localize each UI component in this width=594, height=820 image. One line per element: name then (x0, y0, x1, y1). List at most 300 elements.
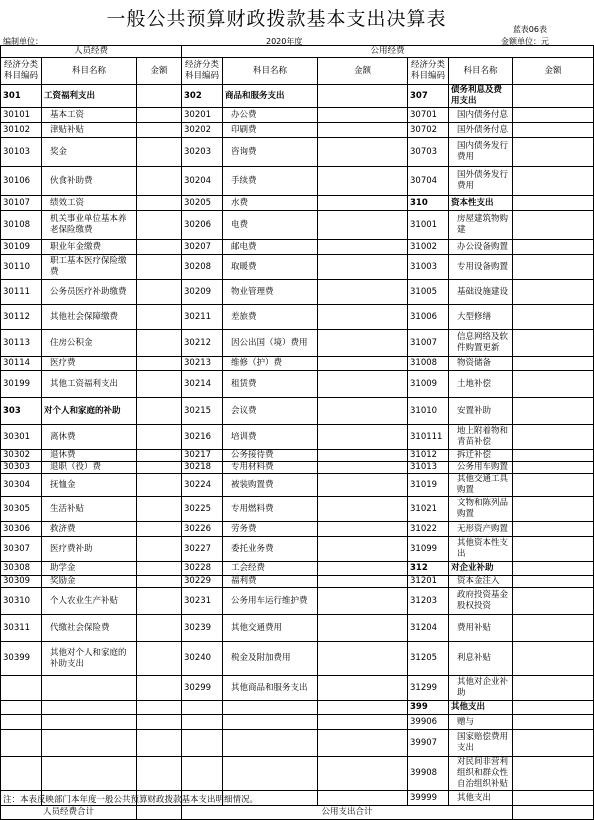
table-row (1, 280, 594, 305)
cell-name (42, 701, 137, 715)
cell-name (42, 676, 137, 701)
col-name: 科目名称 (223, 58, 318, 85)
cell-name: 债务利息及费用支出 (449, 85, 513, 108)
cell-name: 劳务费 (223, 522, 318, 537)
cell-name: 取暖费 (223, 255, 318, 280)
cell-name (223, 701, 318, 715)
cell-code: 30213 (182, 357, 223, 371)
cell-code: 301 (1, 85, 42, 108)
cell-amount (513, 425, 594, 450)
col-name: 科目名称 (42, 58, 137, 85)
form-number: 蓝表06表 (512, 25, 547, 34)
cell-code: 30113 (1, 330, 42, 357)
cell-name: 伙食补助费 (42, 167, 137, 196)
cell-amount (137, 757, 182, 791)
personnel-total-amount (137, 806, 182, 820)
cell-name: 公务接待费 (223, 450, 318, 462)
table-row (1, 730, 594, 757)
cell-name: 公务用车运行维护费 (223, 588, 318, 615)
table-row (1, 330, 594, 357)
cell-code: 31099 (408, 537, 449, 562)
cell-name: 基础设施建设 (449, 280, 513, 305)
cell-code: 30303 (1, 462, 42, 474)
cell-name: 机关事业单位基本养老保险缴费 (42, 211, 137, 240)
col-amount: 金额 (137, 58, 182, 85)
cell-code: 31008 (408, 357, 449, 371)
cell-code: 30311 (1, 615, 42, 642)
cell-code: 30302 (1, 450, 42, 462)
cell-code (182, 701, 223, 715)
cell-amount (513, 497, 594, 522)
cell-code: 30109 (1, 240, 42, 255)
cell-name: 差旅费 (223, 305, 318, 330)
cell-name: 利息补贴 (449, 642, 513, 676)
cell-amount (513, 462, 594, 474)
cell-name: 手续费 (223, 167, 318, 196)
table-row (1, 85, 594, 108)
cell-code: 30307 (1, 537, 42, 562)
cell-amount (137, 701, 182, 715)
cell-amount (137, 196, 182, 211)
table-row (1, 371, 594, 398)
cell-name: 奖金 (42, 138, 137, 167)
cell-code: 30231 (182, 588, 223, 615)
cell-amount (318, 280, 408, 305)
cell-name: 基本工资 (42, 108, 137, 123)
cell-name: 工资福利支出 (42, 85, 137, 108)
cell-name: 医疗费 (42, 357, 137, 371)
cell-code: 30308 (1, 562, 42, 576)
table-row (1, 576, 594, 588)
cell-name: 被装购置费 (223, 474, 318, 497)
cell-code: 31002 (408, 240, 449, 255)
table-row (1, 398, 594, 425)
cell-code: 39908 (408, 757, 449, 791)
cell-amount (137, 371, 182, 398)
cell-name: 绩效工资 (42, 196, 137, 211)
col-name: 科目名称 (449, 58, 513, 85)
cell-code: 30209 (182, 280, 223, 305)
cell-name: 大型修缮 (449, 305, 513, 330)
cell-amount (513, 138, 594, 167)
expenditure-table (0, 45, 594, 820)
year-label: 2020年度 (266, 37, 303, 46)
cell-code: 30301 (1, 425, 42, 450)
cell-amount (513, 522, 594, 537)
table-row (1, 522, 594, 537)
cell-code: 30203 (182, 138, 223, 167)
cell-name: 信息网络及软件购置更新 (449, 330, 513, 357)
cell-amount (318, 255, 408, 280)
cell-amount (513, 537, 594, 562)
cell-name: 其他交通费用 (223, 615, 318, 642)
amount-unit-label: 金额单位：元 (501, 37, 549, 46)
cell-code: 31201 (408, 576, 449, 588)
cell-name: 房屋建筑物购建 (449, 211, 513, 240)
cell-amount (137, 167, 182, 196)
cell-name: 水费 (223, 196, 318, 211)
cell-amount (137, 398, 182, 425)
cell-name: 国内债务付息 (449, 108, 513, 123)
cell-code (1, 676, 42, 701)
section-public: 公用经费 (182, 46, 594, 58)
cell-code: 30299 (182, 676, 223, 701)
cell-name: 租赁费 (223, 371, 318, 398)
cell-code: 30227 (182, 537, 223, 562)
table-row (1, 167, 594, 196)
cell-name: 邮电费 (223, 240, 318, 255)
table-row (1, 450, 594, 462)
cell-amount (137, 537, 182, 562)
cell-amount (137, 522, 182, 537)
cell-amount (318, 537, 408, 562)
cell-name: 办公费 (223, 108, 318, 123)
cell-code: 30207 (182, 240, 223, 255)
section-header-row (1, 46, 594, 58)
cell-name: 福利费 (223, 576, 318, 588)
cell-amount (318, 357, 408, 371)
cell-name: 物业管理费 (223, 280, 318, 305)
cell-amount (137, 462, 182, 474)
cell-code: 30226 (182, 522, 223, 537)
table-row (1, 701, 594, 715)
cell-name: 物资储备 (449, 357, 513, 371)
cell-amount (137, 676, 182, 701)
cell-name: 其他商品和服务支出 (223, 676, 318, 701)
cell-code: 30240 (182, 642, 223, 676)
cell-amount (513, 85, 594, 108)
cell-name: 其他对个人和家庭的补助支出 (42, 642, 137, 676)
cell-code: 31007 (408, 330, 449, 357)
cell-name: 专用材料费 (223, 462, 318, 474)
cell-amount (513, 357, 594, 371)
cell-code: 30217 (182, 450, 223, 462)
table-row (1, 357, 594, 371)
cell-amount (137, 497, 182, 522)
cell-name: 对个人和家庭的补助 (42, 398, 137, 425)
cell-code: 30111 (1, 280, 42, 305)
cell-name: 其他资本性支出 (449, 537, 513, 562)
cell-code: 31204 (408, 615, 449, 642)
cell-name: 个人农业生产补贴 (42, 588, 137, 615)
cell-name: 工会经费 (223, 562, 318, 576)
cell-amount (137, 474, 182, 497)
cell-name: 其他支出 (449, 701, 513, 715)
cell-amount (513, 642, 594, 676)
cell-amount (318, 240, 408, 255)
cell-code: 30205 (182, 196, 223, 211)
table-row (1, 497, 594, 522)
column-header-row (1, 58, 594, 85)
cell-name: 国内债务发行费用 (449, 138, 513, 167)
cell-amount (137, 211, 182, 240)
cell-name: 资本性支出 (449, 196, 513, 211)
cell-amount (513, 588, 594, 615)
cell-name: 助学金 (42, 562, 137, 576)
table-row (1, 676, 594, 701)
cell-amount (137, 240, 182, 255)
table-row (1, 615, 594, 642)
table-row (1, 255, 594, 280)
cell-code (1, 715, 42, 730)
cell-amount (513, 280, 594, 305)
table-row (1, 757, 594, 791)
cell-code: 30224 (182, 474, 223, 497)
cell-code (1, 757, 42, 791)
cell-code: 30211 (182, 305, 223, 330)
cell-amount (137, 588, 182, 615)
cell-name: 地上附着物和青苗补偿 (449, 425, 513, 450)
cell-amount (318, 196, 408, 211)
cell-name: 其他对企业补助 (449, 676, 513, 701)
cell-amount (137, 730, 182, 757)
cell-code: 31019 (408, 474, 449, 497)
cell-amount (318, 588, 408, 615)
footnote: 注：本表反映部门本年度一般公共预算财政拨款基本支出明细情况。 (3, 795, 259, 805)
cell-name: 委托业务费 (223, 537, 318, 562)
cell-name: 其他工资福利支出 (42, 371, 137, 398)
cell-name: 对企业补助 (449, 562, 513, 576)
cell-name: 因公出国（境）费用 (223, 330, 318, 357)
cell-code: 30239 (182, 615, 223, 642)
cell-code: 30305 (1, 497, 42, 522)
cell-code: 303 (1, 398, 42, 425)
col-amount: 金额 (513, 58, 594, 85)
cell-code (182, 730, 223, 757)
cell-amount (318, 576, 408, 588)
table-row (1, 425, 594, 450)
cell-amount (318, 615, 408, 642)
cell-name (223, 730, 318, 757)
cell-code: 31003 (408, 255, 449, 280)
cell-name: 印刷费 (223, 123, 318, 138)
cell-code: 30114 (1, 357, 42, 371)
cell-amount (513, 701, 594, 715)
cell-amount (318, 450, 408, 462)
cell-code: 30704 (408, 167, 449, 196)
table-row (1, 537, 594, 562)
cell-amount (137, 450, 182, 462)
cell-name: 维修（护）费 (223, 357, 318, 371)
cell-amount (318, 562, 408, 576)
cell-amount (318, 167, 408, 196)
cell-amount (137, 330, 182, 357)
cell-code: 312 (408, 562, 449, 576)
cell-code: 30229 (182, 576, 223, 588)
cell-name: 其他支出 (449, 791, 513, 806)
cell-code: 31013 (408, 462, 449, 474)
cell-amount (513, 715, 594, 730)
cell-amount (513, 398, 594, 425)
cell-code: 30208 (182, 255, 223, 280)
table-row (1, 240, 594, 255)
col-code: 经济分类科目编码 (408, 58, 449, 85)
cell-name: 救济费 (42, 522, 137, 537)
cell-amount (513, 615, 594, 642)
cell-amount (513, 305, 594, 330)
cell-amount (513, 562, 594, 576)
cell-code (182, 757, 223, 791)
cell-name (42, 715, 137, 730)
cell-code: 30225 (182, 497, 223, 522)
cell-amount (318, 398, 408, 425)
cell-code: 30399 (1, 642, 42, 676)
cell-amount (318, 522, 408, 537)
totals-row (1, 806, 594, 820)
cell-code (1, 701, 42, 715)
cell-name: 奖励金 (42, 576, 137, 588)
cell-code: 30702 (408, 123, 449, 138)
table-row (1, 305, 594, 330)
cell-code: 31022 (408, 522, 449, 537)
section-personnel: 人员经费 (1, 46, 182, 58)
cell-name (42, 757, 137, 791)
table-row (1, 196, 594, 211)
cell-code: 39907 (408, 730, 449, 757)
cell-amount (318, 701, 408, 715)
cell-amount (137, 255, 182, 280)
cell-name: 拆迁补偿 (449, 450, 513, 462)
cell-name: 抚恤金 (42, 474, 137, 497)
cell-name: 公务员医疗补助缴费 (42, 280, 137, 305)
cell-amount (318, 108, 408, 123)
cell-name: 政府投资基金股权投资 (449, 588, 513, 615)
cell-name: 住房公积金 (42, 330, 137, 357)
cell-amount (513, 450, 594, 462)
personnel-total-label: 人员经费合计 (1, 806, 137, 820)
cell-amount (137, 123, 182, 138)
cell-name: 安置补助 (449, 398, 513, 425)
cell-amount (513, 330, 594, 357)
cell-amount (513, 123, 594, 138)
cell-name: 培训费 (223, 425, 318, 450)
cell-code: 30108 (1, 211, 42, 240)
cell-code: 30701 (408, 108, 449, 123)
cell-code: 31203 (408, 588, 449, 615)
cell-code: 30204 (182, 167, 223, 196)
cell-amount (318, 730, 408, 757)
cell-amount (513, 757, 594, 791)
cell-code: 30206 (182, 211, 223, 240)
table-row (1, 588, 594, 615)
cell-name: 商品和服务支出 (223, 85, 318, 108)
cell-amount (513, 730, 594, 757)
cell-amount (318, 474, 408, 497)
table-row (1, 211, 594, 240)
cell-code: 39999 (408, 791, 449, 806)
cell-code: 30102 (1, 123, 42, 138)
cell-name: 文物和陈列品购置 (449, 497, 513, 522)
cell-code (182, 715, 223, 730)
cell-amount (513, 576, 594, 588)
cell-amount (318, 462, 408, 474)
table-row (1, 715, 594, 730)
cell-name: 退休费 (42, 450, 137, 462)
cell-amount (318, 676, 408, 701)
cell-amount (137, 576, 182, 588)
cell-name: 无形资产购置 (449, 522, 513, 537)
cell-code: 31021 (408, 497, 449, 522)
cell-amount (513, 791, 594, 806)
public-total-amount (513, 806, 594, 820)
cell-code: 30304 (1, 474, 42, 497)
cell-amount (513, 676, 594, 701)
cell-amount (513, 371, 594, 398)
cell-name: 国家赔偿费用支出 (449, 730, 513, 757)
cell-code: 30215 (182, 398, 223, 425)
cell-code: 30310 (1, 588, 42, 615)
cell-amount (318, 138, 408, 167)
report-title: 一般公共预算财政拨款基本支出决算表 (106, 8, 447, 30)
cell-name: 税金及附加费用 (223, 642, 318, 676)
cell-amount (137, 715, 182, 730)
cell-name: 退职（役）费 (42, 462, 137, 474)
table-row (1, 562, 594, 576)
cell-code: 302 (182, 85, 223, 108)
cell-code: 30107 (1, 196, 42, 211)
cell-code: 30306 (1, 522, 42, 537)
cell-amount (137, 305, 182, 330)
cell-code: 39906 (408, 715, 449, 730)
cell-name: 对民间非营利组织和群众性自治组织补贴 (449, 757, 513, 791)
cell-amount (137, 425, 182, 450)
cell-code: 310 (408, 196, 449, 211)
cell-amount (318, 715, 408, 730)
cell-code: 310111 (408, 425, 449, 450)
cell-code: 30199 (1, 371, 42, 398)
cell-name: 国外债务发行费用 (449, 167, 513, 196)
cell-amount (318, 371, 408, 398)
cell-amount (137, 138, 182, 167)
cell-name: 职工基本医疗保险缴费 (42, 255, 137, 280)
cell-amount (513, 474, 594, 497)
cell-amount (513, 167, 594, 196)
cell-amount (137, 615, 182, 642)
cell-name: 会议费 (223, 398, 318, 425)
cell-amount (137, 108, 182, 123)
table-row (1, 474, 594, 497)
cell-name: 咨询费 (223, 138, 318, 167)
cell-code: 30309 (1, 576, 42, 588)
table-row (1, 642, 594, 676)
cell-name: 津贴补贴 (42, 123, 137, 138)
cell-name: 办公设备购置 (449, 240, 513, 255)
cell-amount (137, 562, 182, 576)
cell-name: 专用燃料费 (223, 497, 318, 522)
cell-name: 国外债务付息 (449, 123, 513, 138)
cell-amount (137, 642, 182, 676)
cell-amount (137, 357, 182, 371)
cell-code: 30112 (1, 305, 42, 330)
cell-name: 赠与 (449, 715, 513, 730)
unit-label: 编制单位： (3, 37, 43, 46)
cell-code: 30703 (408, 138, 449, 167)
cell-code: 30228 (182, 562, 223, 576)
cell-code: 31299 (408, 676, 449, 701)
col-amount: 金额 (318, 58, 408, 85)
cell-amount (513, 211, 594, 240)
cell-code: 30101 (1, 108, 42, 123)
cell-amount (513, 196, 594, 211)
cell-code: 31006 (408, 305, 449, 330)
cell-name: 电费 (223, 211, 318, 240)
table-row (1, 462, 594, 474)
cell-code: 31009 (408, 371, 449, 398)
cell-amount (318, 425, 408, 450)
cell-name: 医疗费补助 (42, 537, 137, 562)
cell-name (42, 730, 137, 757)
cell-code: 30214 (182, 371, 223, 398)
